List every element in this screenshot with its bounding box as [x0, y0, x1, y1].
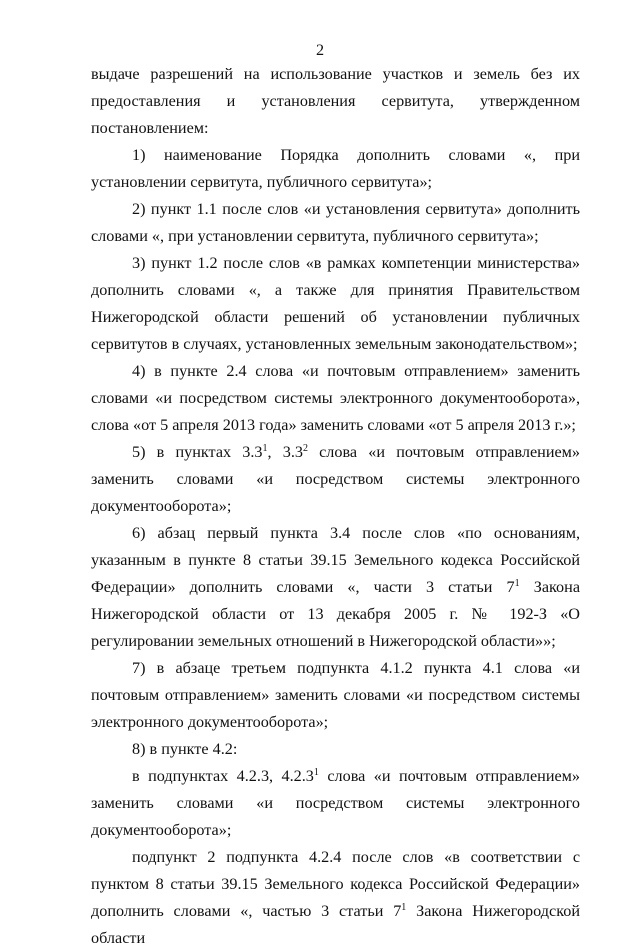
paragraph-text: 3) пункт 1.2 после слов «в рамках компетенции министерства» дополнить словами «, а также для принятия Правительством Нижегородской области решений об установлении публичных сервитутов в случаях, установленных земельным законодательством»; [91, 254, 580, 353]
paragraph-text: Закона Нижегородской области от 13 декабря 2005 г. № 192-З «О регулировании земельных отношений в Нижегородской области»»; [91, 578, 580, 650]
paragraph-text: 5) в пунктах 3.3 [132, 443, 263, 461]
paragraph-text: слова «и почтовым отправлением» заменить словами «и посредством системы электронного документооборота»; [91, 767, 581, 839]
page-number: 2 [315, 41, 325, 59]
paragraph-subitem-2 [91, 844, 580, 952]
paragraph-item-3 [91, 250, 580, 358]
paragraph-item-5 [91, 439, 580, 520]
paragraph-item-2 [91, 196, 580, 250]
paragraph-item-4 [91, 358, 580, 439]
paragraph-text: 4) в пункте 2.4 слова «и почтовым отправлением» заменить словами «и посредством системы электронного документооборота», слова «от 5 апреля 2013 года» заменить словами «от 5 апреля 2013 г.»; [91, 362, 580, 434]
paragraph-item-7 [91, 655, 580, 736]
paragraph-text: слова «и почтовым отправлением» заменить словами «и посредством системы электронного документооборота»; [91, 443, 580, 515]
paragraph-text: подпункт 2 подпункта 4.2.4 после слов «в соответствии с пунктом 8 статьи 39.15 Земельного кодекса Российской Федерации» дополнить словами «, частью 3 статьи 7 [91, 848, 580, 920]
paragraph-text: , 3.3 [267, 443, 303, 461]
paragraph-item-8 [91, 736, 580, 763]
paragraph-text: выдаче разрешений на использование участков и земель без их предоставления и установления сервитута, утвержденном постановлением: [91, 65, 580, 137]
document-body [91, 61, 580, 952]
paragraph-text: 6) абзац первый пункта 3.4 после слов «по основаниям, указанным в пункте 8 статьи 39.15 Земельного кодекса Российской Федерации» дополнить словами «, части 3 статьи 7 [91, 524, 580, 596]
paragraph-continuation [91, 61, 580, 142]
paragraph-text: 1) наименование Порядка дополнить словами «, при установлении сервитута, публичного сервитута»; [91, 146, 580, 191]
paragraph-text: Закона Нижегородской области [91, 902, 581, 947]
superscript: 1 [401, 902, 407, 913]
superscript: 1 [313, 767, 319, 778]
paragraph-text: в подпунктах 4.2.3, 4.2.3 [132, 767, 314, 785]
superscript: 2 [302, 443, 308, 454]
paragraph-subitem-1 [91, 763, 580, 844]
paragraph-text: 7) в абзаце третьем подпункта 4.1.2 пункта 4.1 слова «и почтовым отправлением» заменить словами «и посредством системы электронного документооборота»; [91, 659, 580, 731]
paragraph-text: 2) пункт 1.1 после слов «и установления сервитута» дополнить словами «, при установлении сервитута, публичного сервитута»; [91, 200, 580, 245]
superscript: 1 [262, 443, 268, 454]
paragraph-item-6 [91, 520, 580, 655]
paragraph-item-1 [91, 142, 580, 196]
paragraph-text: 8) в пункте 4.2: [132, 740, 238, 758]
superscript: 1 [514, 578, 520, 589]
